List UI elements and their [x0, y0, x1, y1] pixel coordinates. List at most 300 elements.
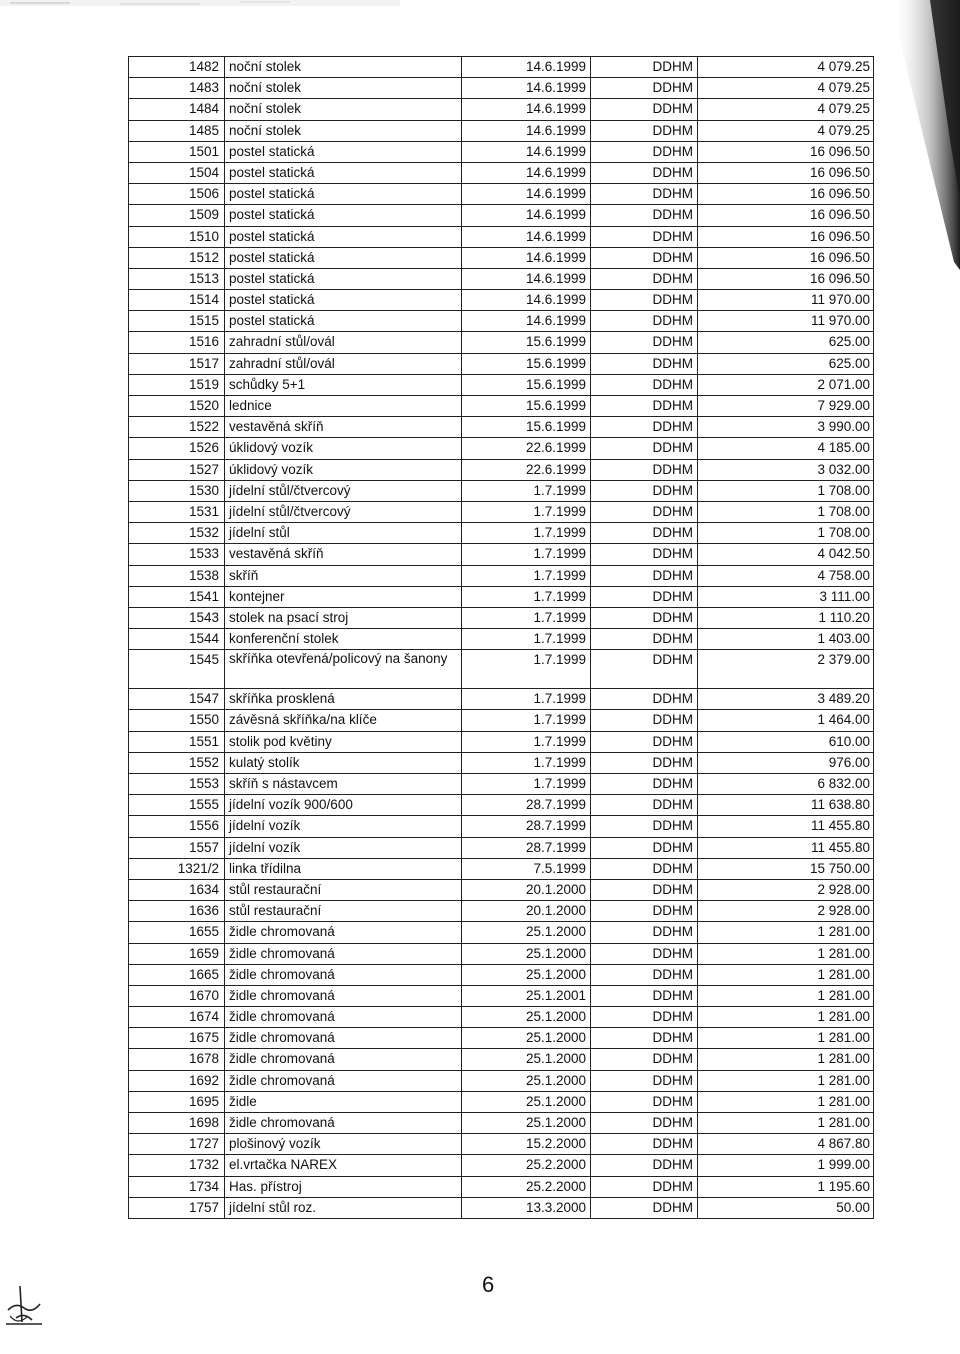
item-number: 1517: [129, 353, 225, 374]
asset-type: DDHM: [591, 417, 698, 438]
table-row: [129, 480, 874, 501]
asset-type: DDHM: [591, 629, 698, 650]
asset-type: DDHM: [591, 459, 698, 480]
item-number: 1532: [129, 523, 225, 544]
acquisition-date: 14.6.1999: [462, 57, 591, 78]
table-row: [129, 1176, 874, 1197]
acquisition-date: 25.1.2000: [462, 1028, 591, 1049]
acquisition-date: 14.6.1999: [462, 78, 591, 99]
item-name: židle chromovaná: [225, 1113, 462, 1134]
item-name: stůl restaurační: [225, 901, 462, 922]
item-name: noční stolek: [225, 120, 462, 141]
acquisition-date: 1.7.1999: [462, 501, 591, 522]
item-name: stolik pod květiny: [225, 731, 462, 752]
asset-type: DDHM: [591, 565, 698, 586]
item-name: kulatý stolík: [225, 752, 462, 773]
table-row: [129, 438, 874, 459]
asset-type: DDHM: [591, 141, 698, 162]
item-name: židle chromovaná: [225, 1028, 462, 1049]
asset-type: DDHM: [591, 858, 698, 879]
item-value: 3 990.00: [698, 417, 874, 438]
item-number: 1484: [129, 99, 225, 120]
item-name: úklidový vozík: [225, 459, 462, 480]
asset-type: DDHM: [591, 879, 698, 900]
table-row: [129, 417, 874, 438]
table-row: [129, 731, 874, 752]
asset-type: DDHM: [591, 480, 698, 501]
item-value: 1 195.60: [698, 1176, 874, 1197]
item-value: 1 281.00: [698, 1070, 874, 1091]
item-name: židle chromovaná: [225, 964, 462, 985]
table-row: [129, 57, 874, 78]
acquisition-date: 28.7.1999: [462, 837, 591, 858]
item-number: 1550: [129, 710, 225, 731]
item-number: 1519: [129, 374, 225, 395]
item-value: 1 708.00: [698, 501, 874, 522]
asset-type: DDHM: [591, 120, 698, 141]
item-value: 7 929.00: [698, 396, 874, 417]
acquisition-date: 15.6.1999: [462, 396, 591, 417]
item-number: 1698: [129, 1113, 225, 1134]
item-number: 1544: [129, 629, 225, 650]
table-row: [129, 752, 874, 773]
acquisition-date: 1.7.1999: [462, 586, 591, 607]
item-name: jídelní vozík 900/600: [225, 795, 462, 816]
table-row: [129, 879, 874, 900]
asset-type: DDHM: [591, 290, 698, 311]
item-value: 16 096.50: [698, 247, 874, 268]
acquisition-date: 15.6.1999: [462, 353, 591, 374]
acquisition-date: 14.6.1999: [462, 290, 591, 311]
table-row: [129, 943, 874, 964]
asset-type: DDHM: [591, 438, 698, 459]
acquisition-date: 28.7.1999: [462, 816, 591, 837]
item-value: 11 970.00: [698, 311, 874, 332]
item-value: 16 096.50: [698, 268, 874, 289]
item-number: 1541: [129, 586, 225, 607]
asset-type: DDHM: [591, 731, 698, 752]
item-value: 4 185.00: [698, 438, 874, 459]
item-name: zahradní stůl/ovál: [225, 353, 462, 374]
item-value: 1 708.00: [698, 480, 874, 501]
acquisition-date: 14.6.1999: [462, 162, 591, 183]
acquisition-date: 1.7.1999: [462, 752, 591, 773]
item-value: 4 867.80: [698, 1134, 874, 1155]
item-number: 1509: [129, 205, 225, 226]
table-row: [129, 1197, 874, 1218]
asset-type: DDHM: [591, 247, 698, 268]
acquisition-date: 22.6.1999: [462, 438, 591, 459]
asset-type: DDHM: [591, 78, 698, 99]
item-value: 1 281.00: [698, 964, 874, 985]
acquisition-date: 15.6.1999: [462, 374, 591, 395]
asset-type: DDHM: [591, 544, 698, 565]
item-number: 1321/2: [129, 858, 225, 879]
item-number: 1522: [129, 417, 225, 438]
asset-type: DDHM: [591, 816, 698, 837]
item-value: 1 281.00: [698, 1113, 874, 1134]
acquisition-date: 20.1.2000: [462, 879, 591, 900]
item-number: 1483: [129, 78, 225, 99]
acquisition-date: 25.1.2000: [462, 1113, 591, 1134]
item-name: skříňka otevřená/policový na šanony: [225, 650, 462, 689]
item-value: 4 079.25: [698, 57, 874, 78]
table-row: [129, 226, 874, 247]
table-row: [129, 816, 874, 837]
table-row: [129, 1028, 874, 1049]
item-name: postel statická: [225, 141, 462, 162]
item-number: 1551: [129, 731, 225, 752]
acquisition-date: 14.6.1999: [462, 120, 591, 141]
acquisition-date: 1.7.1999: [462, 689, 591, 710]
asset-type: DDHM: [591, 332, 698, 353]
item-number: 1659: [129, 943, 225, 964]
acquisition-date: 20.1.2000: [462, 901, 591, 922]
signature-icon: [2, 1282, 46, 1328]
asset-type: DDHM: [591, 1113, 698, 1134]
table-row: [129, 353, 874, 374]
item-number: 1533: [129, 544, 225, 565]
table-row: [129, 523, 874, 544]
item-name: noční stolek: [225, 78, 462, 99]
item-value: 610.00: [698, 731, 874, 752]
item-name: plošinový vozík: [225, 1134, 462, 1155]
asset-type: DDHM: [591, 1091, 698, 1112]
item-name: jídelní stůl roz.: [225, 1197, 462, 1218]
item-number: 1556: [129, 816, 225, 837]
item-value: 1 281.00: [698, 943, 874, 964]
acquisition-date: 25.1.2000: [462, 1007, 591, 1028]
item-value: 16 096.50: [698, 226, 874, 247]
asset-type: DDHM: [591, 943, 698, 964]
item-name: židle chromovaná: [225, 985, 462, 1006]
acquisition-date: 15.2.2000: [462, 1134, 591, 1155]
item-value: 15 750.00: [698, 858, 874, 879]
acquisition-date: 25.2.2000: [462, 1176, 591, 1197]
asset-type: DDHM: [591, 1176, 698, 1197]
table-row: [129, 1091, 874, 1112]
table-row: [129, 374, 874, 395]
acquisition-date: 1.7.1999: [462, 629, 591, 650]
asset-type: DDHM: [591, 774, 698, 795]
item-value: 16 096.50: [698, 184, 874, 205]
item-number: 1692: [129, 1070, 225, 1091]
item-name: postel statická: [225, 268, 462, 289]
item-number: 1678: [129, 1049, 225, 1070]
item-number: 1734: [129, 1176, 225, 1197]
table-row: [129, 501, 874, 522]
table-row: [129, 120, 874, 141]
item-value: 1 281.00: [698, 922, 874, 943]
table-row: [129, 689, 874, 710]
item-number: 1515: [129, 311, 225, 332]
asset-type: DDHM: [591, 226, 698, 247]
asset-type: DDHM: [591, 901, 698, 922]
acquisition-date: 7.5.1999: [462, 858, 591, 879]
item-name: stolek na psací stroj: [225, 607, 462, 628]
item-name: vestavěná skříň: [225, 417, 462, 438]
item-name: postel statická: [225, 290, 462, 311]
item-name: jídelní vozík: [225, 816, 462, 837]
table-row: [129, 774, 874, 795]
item-number: 1512: [129, 247, 225, 268]
item-name: konferenční stolek: [225, 629, 462, 650]
item-value: 16 096.50: [698, 205, 874, 226]
acquisition-date: 14.6.1999: [462, 311, 591, 332]
item-number: 1504: [129, 162, 225, 183]
item-value: 1 281.00: [698, 1028, 874, 1049]
asset-type: DDHM: [591, 353, 698, 374]
item-value: 625.00: [698, 353, 874, 374]
table-row: [129, 795, 874, 816]
asset-type: DDHM: [591, 710, 698, 731]
acquisition-date: 25.1.2000: [462, 922, 591, 943]
acquisition-date: 14.6.1999: [462, 141, 591, 162]
inventory-table-body: [129, 57, 874, 1219]
acquisition-date: 25.2.2000: [462, 1155, 591, 1176]
asset-type: DDHM: [591, 162, 698, 183]
acquisition-date: 1.7.1999: [462, 544, 591, 565]
item-number: 1732: [129, 1155, 225, 1176]
table-row: [129, 1113, 874, 1134]
page-number: 6: [482, 1272, 495, 1297]
item-number: 1531: [129, 501, 225, 522]
item-value: 3 111.00: [698, 586, 874, 607]
asset-type: DDHM: [591, 311, 698, 332]
asset-type: DDHM: [591, 374, 698, 395]
item-value: 1 999.00: [698, 1155, 874, 1176]
asset-type: DDHM: [591, 985, 698, 1006]
item-name: zahradní stůl/ovál: [225, 332, 462, 353]
table-row: [129, 396, 874, 417]
item-value: 2 928.00: [698, 901, 874, 922]
item-value: 11 638.80: [698, 795, 874, 816]
table-row: [129, 858, 874, 879]
item-name: linka třídilna: [225, 858, 462, 879]
item-number: 1510: [129, 226, 225, 247]
item-name: kontejner: [225, 586, 462, 607]
item-number: 1526: [129, 438, 225, 459]
item-value: 3 489.20: [698, 689, 874, 710]
asset-type: DDHM: [591, 268, 698, 289]
item-value: 16 096.50: [698, 141, 874, 162]
item-value: 1 281.00: [698, 985, 874, 1006]
asset-type: DDHM: [591, 184, 698, 205]
item-number: 1516: [129, 332, 225, 353]
table-row: [129, 650, 874, 689]
item-name: postel statická: [225, 247, 462, 268]
acquisition-date: 25.1.2001: [462, 985, 591, 1006]
table-row: [129, 1007, 874, 1028]
table-row: [129, 544, 874, 565]
item-value: 3 032.00: [698, 459, 874, 480]
asset-type: DDHM: [591, 396, 698, 417]
asset-type: DDHM: [591, 99, 698, 120]
asset-type: DDHM: [591, 689, 698, 710]
asset-type: DDHM: [591, 1197, 698, 1218]
item-value: 625.00: [698, 332, 874, 353]
acquisition-date: 1.7.1999: [462, 523, 591, 544]
item-name: židle chromovaná: [225, 1049, 462, 1070]
table-row: [129, 141, 874, 162]
asset-type: DDHM: [591, 1049, 698, 1070]
item-number: 1636: [129, 901, 225, 922]
scan-speckle: [0, 0, 400, 14]
item-number: 1527: [129, 459, 225, 480]
item-value: 11 455.80: [698, 837, 874, 858]
table-row: [129, 710, 874, 731]
item-name: jídelní stůl/čtvercový: [225, 480, 462, 501]
asset-type: DDHM: [591, 501, 698, 522]
item-number: 1634: [129, 879, 225, 900]
item-value: 16 096.50: [698, 162, 874, 183]
item-number: 1557: [129, 837, 225, 858]
item-number: 1552: [129, 752, 225, 773]
item-name: skříňka prosklená: [225, 689, 462, 710]
item-value: 4 079.25: [698, 120, 874, 141]
asset-type: DDHM: [591, 1070, 698, 1091]
item-name: židle chromovaná: [225, 1007, 462, 1028]
acquisition-date: 25.1.2000: [462, 1070, 591, 1091]
item-value: 11 970.00: [698, 290, 874, 311]
acquisition-date: 15.6.1999: [462, 417, 591, 438]
asset-type: DDHM: [591, 586, 698, 607]
item-number: 1547: [129, 689, 225, 710]
table-row: [129, 311, 874, 332]
item-number: 1670: [129, 985, 225, 1006]
item-name: židle chromovaná: [225, 1070, 462, 1091]
acquisition-date: 22.6.1999: [462, 459, 591, 480]
item-value: 1 281.00: [698, 1007, 874, 1028]
acquisition-date: 25.1.2000: [462, 1091, 591, 1112]
asset-type: DDHM: [591, 650, 698, 689]
asset-type: DDHM: [591, 205, 698, 226]
asset-type: DDHM: [591, 964, 698, 985]
table-row: [129, 565, 874, 586]
item-value: 1 403.00: [698, 629, 874, 650]
acquisition-date: 25.1.2000: [462, 964, 591, 985]
item-value: 2 928.00: [698, 879, 874, 900]
table-row: [129, 837, 874, 858]
item-number: 1482: [129, 57, 225, 78]
table-row: [129, 1134, 874, 1155]
table-row: [129, 607, 874, 628]
acquisition-date: 1.7.1999: [462, 710, 591, 731]
item-value: 4 042.50: [698, 544, 874, 565]
item-number: 1485: [129, 120, 225, 141]
item-name: závěsná skříňka/na klíče: [225, 710, 462, 731]
item-value: 1 110.20: [698, 607, 874, 628]
item-number: 1727: [129, 1134, 225, 1155]
item-name: el.vrtačka NAREX: [225, 1155, 462, 1176]
acquisition-date: 1.7.1999: [462, 650, 591, 689]
item-value: 4 079.25: [698, 99, 874, 120]
item-number: 1530: [129, 480, 225, 501]
acquisition-date: 28.7.1999: [462, 795, 591, 816]
table-row: [129, 459, 874, 480]
table-row: [129, 78, 874, 99]
acquisition-date: 1.7.1999: [462, 480, 591, 501]
item-number: 1501: [129, 141, 225, 162]
item-name: postel statická: [225, 205, 462, 226]
item-name: noční stolek: [225, 99, 462, 120]
item-number: 1674: [129, 1007, 225, 1028]
table-row: [129, 586, 874, 607]
acquisition-date: 1.7.1999: [462, 774, 591, 795]
item-name: židle chromovaná: [225, 922, 462, 943]
table-row: [129, 1070, 874, 1091]
acquisition-date: 14.6.1999: [462, 268, 591, 289]
item-name: postel statická: [225, 184, 462, 205]
item-name: Has. přístroj: [225, 1176, 462, 1197]
acquisition-date: 14.6.1999: [462, 247, 591, 268]
item-number: 1545: [129, 650, 225, 689]
asset-type: DDHM: [591, 57, 698, 78]
item-name: lednice: [225, 396, 462, 417]
table-row: [129, 1155, 874, 1176]
item-number: 1538: [129, 565, 225, 586]
item-number: 1675: [129, 1028, 225, 1049]
table-row: [129, 901, 874, 922]
asset-type: DDHM: [591, 795, 698, 816]
table-row: [129, 205, 874, 226]
table-row: [129, 184, 874, 205]
acquisition-date: 25.1.2000: [462, 943, 591, 964]
item-value: 11 455.80: [698, 816, 874, 837]
item-name: úklidový vozík: [225, 438, 462, 459]
item-number: 1655: [129, 922, 225, 943]
acquisition-date: 13.3.2000: [462, 1197, 591, 1218]
item-value: 6 832.00: [698, 774, 874, 795]
item-number: 1506: [129, 184, 225, 205]
asset-type: DDHM: [591, 523, 698, 544]
table-row: [129, 922, 874, 943]
item-value: 2 071.00: [698, 374, 874, 395]
item-number: 1543: [129, 607, 225, 628]
item-name: postel statická: [225, 226, 462, 247]
table-row: [129, 99, 874, 120]
table-row: [129, 629, 874, 650]
item-number: 1555: [129, 795, 225, 816]
asset-type: DDHM: [591, 922, 698, 943]
item-number: 1665: [129, 964, 225, 985]
item-name: noční stolek: [225, 57, 462, 78]
asset-type: DDHM: [591, 607, 698, 628]
table-row: [129, 332, 874, 353]
item-value: 1 281.00: [698, 1049, 874, 1070]
item-name: schůdky 5+1: [225, 374, 462, 395]
item-value: 50.00: [698, 1197, 874, 1218]
acquisition-date: 14.6.1999: [462, 99, 591, 120]
item-name: skříň: [225, 565, 462, 586]
item-value: 1 281.00: [698, 1091, 874, 1112]
asset-type: DDHM: [591, 1007, 698, 1028]
item-name: jídelní stůl: [225, 523, 462, 544]
item-name: skříň s nástavcem: [225, 774, 462, 795]
acquisition-date: 1.7.1999: [462, 607, 591, 628]
item-number: 1553: [129, 774, 225, 795]
asset-type: DDHM: [591, 837, 698, 858]
acquisition-date: 25.1.2000: [462, 1049, 591, 1070]
item-value: 1 708.00: [698, 523, 874, 544]
table-row: [129, 268, 874, 289]
item-value: 976.00: [698, 752, 874, 773]
item-name: stůl restaurační: [225, 879, 462, 900]
item-value: 4 758.00: [698, 565, 874, 586]
asset-type: DDHM: [591, 752, 698, 773]
table-row: [129, 985, 874, 1006]
asset-type: DDHM: [591, 1028, 698, 1049]
